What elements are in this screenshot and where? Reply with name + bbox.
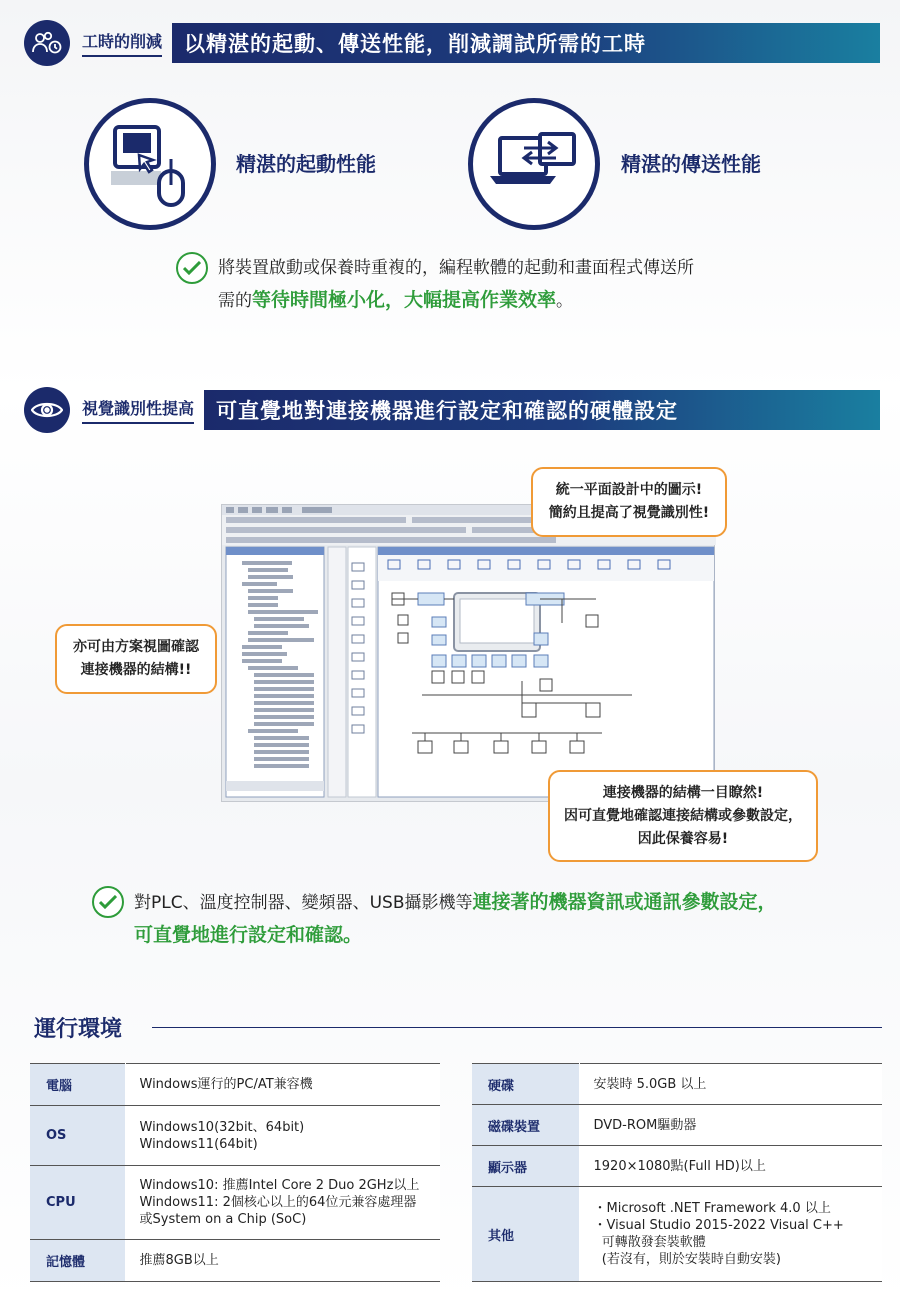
benefit-row <box>92 886 777 952</box>
spec-table-left <box>30 1063 440 1282</box>
section-heading: 以精湛的起動、傳送性能，削減調試所需的工時 <box>172 23 880 63</box>
section-header-workload <box>24 20 880 66</box>
spec-value: Windows11(64bit) <box>139 1136 258 1152</box>
spec-key: 其他 <box>472 1187 579 1282</box>
spec-key: OS <box>30 1106 125 1166</box>
table-row <box>472 1187 882 1282</box>
benefit-text: 將裝置啟動或保養時重複的，編程軟體的起動和畫面程式傳送所 <box>218 258 694 278</box>
env-divider <box>152 1027 882 1028</box>
table-row <box>472 1064 882 1105</box>
spec-key: 記憶體 <box>30 1240 125 1282</box>
benefit-text: 。 <box>343 924 363 946</box>
callout-text: 因此保養容易! <box>637 830 729 847</box>
table-row <box>472 1105 882 1146</box>
section-heading: 可直覺地對連接機器進行設定和確認的硬體設定 <box>204 390 880 430</box>
callout-text: 簡約且提高了視覺識別性! <box>548 505 710 521</box>
hardware-settings-screenshot <box>221 504 715 802</box>
spec-value: (若沒有，則於安裝時自動安裝) <box>593 1252 781 1267</box>
table-row <box>30 1240 440 1282</box>
callout-text: 連接機器的結構!! <box>80 662 192 678</box>
spec-value: 1920×1080點(Full HD)以上 <box>593 1158 766 1174</box>
callout-text: 因可直覺地確認連接結構或參數設定， <box>564 807 802 824</box>
table-row <box>30 1064 440 1106</box>
callout-text: 亦可由方案視圖確認 <box>73 639 199 655</box>
laptop-transfer-icon <box>468 98 600 230</box>
section-label: 視覺識別性提高 <box>82 396 194 424</box>
benefit-emphasis: 等待時間極小化，大幅提高作業效率 <box>252 289 557 311</box>
spec-value: 可轉散發套裝軟體 <box>593 1235 706 1250</box>
callout-text: 連接機器的結構一目瞭然! <box>602 784 764 801</box>
section-header-visibility <box>24 387 880 433</box>
spec-value: Windows10(32bit、64bit) <box>139 1119 305 1135</box>
people-clock-icon <box>24 20 70 66</box>
spec-value: DVD-ROM驅動器 <box>593 1117 697 1133</box>
spec-value: 安裝時 5.0GB 以上 <box>593 1076 707 1092</box>
env-title: 運行環境 <box>34 1017 123 1042</box>
spec-value: Windows運行的PC/AT兼容機 <box>139 1077 313 1092</box>
feature-title: 精湛的傳送性能 <box>621 152 761 176</box>
benefit-text: 需的 <box>218 291 252 311</box>
benefit-text: 。 <box>556 291 574 311</box>
table-row <box>30 1166 440 1240</box>
callout-project-view <box>55 624 217 694</box>
spec-key: CPU <box>30 1166 125 1240</box>
callout-structure <box>548 770 818 862</box>
spec-key: 顯示器 <box>472 1146 579 1187</box>
benefit-emphasis: 可直覺地進行設定和確認 <box>134 924 344 946</box>
table-row <box>472 1146 882 1187</box>
spec-key: 硬碟 <box>472 1064 579 1105</box>
spec-value: 推薦8GB以上 <box>139 1253 219 1268</box>
table-row <box>30 1106 440 1166</box>
eye-icon <box>24 387 70 433</box>
spec-table-right <box>472 1063 882 1282</box>
section-label: 工時的削減 <box>82 29 162 57</box>
spec-value: ・Microsoft .NET Framework 4.0 以上 <box>593 1201 831 1216</box>
benefit-row <box>176 252 694 317</box>
spec-value: Windows11: 2個核心以上的64位元兼容處理器 <box>139 1195 417 1210</box>
feature-title: 精湛的起動性能 <box>236 152 376 176</box>
callout-icons <box>531 467 727 537</box>
spec-key: 電腦 <box>30 1064 125 1106</box>
checkmark-icon <box>176 252 208 284</box>
monitor-mouse-icon <box>84 98 216 230</box>
spec-value: ・Visual Studio 2015-2022 Visual C++ <box>593 1218 844 1233</box>
checkmark-icon <box>92 886 124 918</box>
callout-text: 統一平面設計中的圖示! <box>555 482 703 498</box>
spec-key: 磁碟裝置 <box>472 1105 579 1146</box>
benefit-emphasis: 連接著的機器資訊或通訊參數設定， <box>472 891 777 913</box>
benefit-text: 對PLC、溫度控制器、變頻器、USB攝影機等 <box>134 893 473 913</box>
spec-value: 或System on a Chip (SoC) <box>139 1212 307 1227</box>
spec-value: Windows10: 推薦Intel Core 2 Duo 2GHz以上 <box>139 1178 420 1193</box>
